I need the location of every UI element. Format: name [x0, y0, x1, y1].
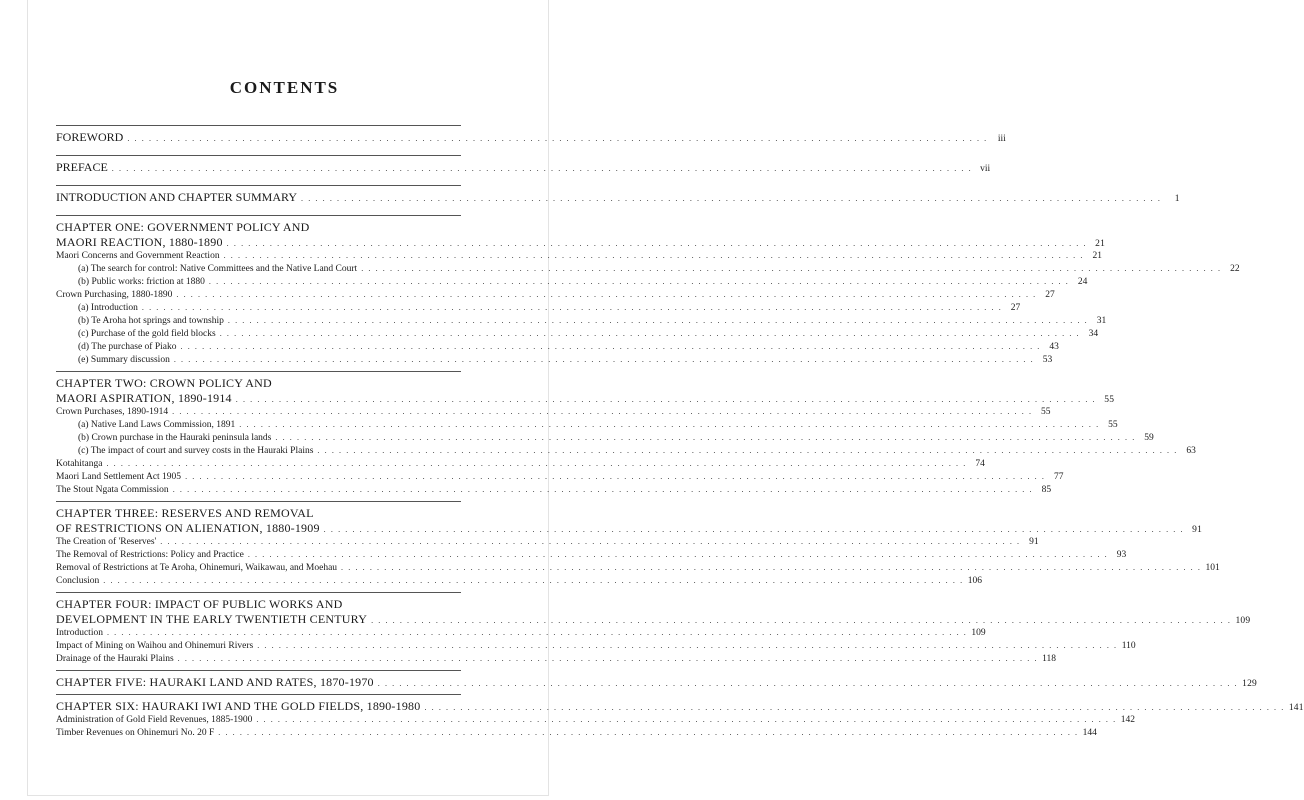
toc-section	[56, 251, 1102, 264]
toc-section-title: Crown Purchases, 1890-1914	[56, 407, 169, 417]
toc-section	[56, 563, 1220, 576]
toc-section	[56, 459, 985, 472]
toc-subsection	[56, 264, 1240, 277]
toc-section-title: Drainage of the Hauraki Plains	[56, 654, 174, 664]
dot-leader: . . . . . . . . . . . . . . . . . . . . . . . . . . . . . . . . . . . . . . . . . . . . . . . . . . . . . . . . . . . . . . . . . . . . . . . . . . . . . . . . . . . . . . . . . . . . . . . . . . . . . . . . . . . . . . . . . . . . . . . .	[361, 264, 1222, 273]
toc-section-page: 74	[975, 459, 985, 469]
toc-section-title: Maori Concerns and Government Reaction	[56, 251, 220, 261]
toc-front-entry	[56, 190, 1180, 212]
toc-subsection-title: (a) Native Land Laws Commission, 1891	[78, 420, 236, 430]
dot-leader: . . . . . . . . . . . . . . . . . . . . . . . . . . . . . . . . . . . . . . . . . . . . . . . . . . . . . . . . . . . . . . . . . . . . . . . . . . . . . . . . . . . . . . . . . . . . . . . . . . . . . . . . . . . . . . . . . . . . . . . .	[176, 290, 1037, 299]
toc-section-title: The Stout Ngata Commission	[56, 485, 169, 495]
chapter-heading-title: CHAPTER THREE: RESERVES AND REMOVAL	[56, 506, 314, 520]
toc-front-entry	[56, 160, 991, 182]
toc-section-title: Conclusion	[56, 576, 100, 586]
toc-section-title: Maori Land Settlement Act 1905	[56, 472, 182, 482]
toc-section-title: Introduction	[56, 628, 103, 638]
toc-section-page: 142	[1120, 715, 1135, 725]
toc-front-entry-title: FOREWORD	[56, 130, 124, 144]
toc-subsection-title: (b) Te Aroha hot springs and township	[78, 316, 224, 326]
toc-section-page: 55	[1041, 407, 1051, 417]
dot-leader: . . . . . . . . . . . . . . . . . . . . . . . . . . . . . . . . . . . . . . . . . . . . . . . . . . . . . . . . . . . . . . . . . . . . . . . . . . . . . . . . . . . . . . . . . . . . . . . . . . . . . . . . . . . . . . . . . . . . . . . .	[226, 239, 1088, 248]
chapter-heading-line2-title: MAORI ASPIRATION, 1890-1914	[56, 391, 232, 405]
chapter-heading-line2-title: DEVELOPMENT IN THE EARLY TWENTIETH CENTURY	[56, 612, 368, 626]
section-divider	[56, 670, 461, 671]
chapter-heading-title: CHAPTER FIVE: HAURAKI LAND AND RATES, 1870-1970	[56, 675, 374, 689]
dot-leader: . . . . . . . . . . . . . . . . . . . . . . . . . . . . . . . . . . . . . . . . . . . . . . . . . . . . . . . . . . . . . . . . . . . . . . . . . . . . . . . . . . . . . . . . . . . . . . . . . . . . . . . . . . . . . . . . . . . . . . . .	[177, 654, 1039, 663]
toc-subsection-title: (a) The search for control: Native Committees and the Native Land Court	[78, 264, 358, 274]
dot-leader: . . . . . . . . . . . . . . . . . . . . . . . . . . . . . . . . . . . . . . . . . . . . . . . . . . . . . . . . . . . . . . . . . . . . . . . . . . . . . . . . . . . . . . . . . . . . . . . . . . . . . . . . . . . . . . . . . . . . . . . .	[180, 342, 1041, 351]
section-divider	[56, 371, 461, 372]
dot-leader: . . . . . . . . . . . . . . . . . . . . . . . . . . . . . . . . . . . . . . . . . . . . . . . . . . . . . . . . . . . . . . . . . . . . . . . . . . . . . . . . . . . . . . . . . . . . . . . . . . . . . . . . . . . . . . . . . . . . . . . .	[173, 355, 1035, 364]
toc-subsection	[56, 355, 1053, 368]
toc-section-title: Timber Revenues on Ohinemuri No. 20 F	[56, 728, 215, 738]
dot-leader: . . . . . . . . . . . . . . . . . . . . . . . . . . . . . . . . . . . . . . . . . . . . . . . . . . . . . . . . . . . . . . . . . . . . . . . . . . . . . . . . . . . . . . . . . . . . . . . . . . . . . . . . . . . . . . . . . . . . . . . .	[257, 641, 1118, 650]
dot-leader: . . . . . . . . . . . . . . . . . . . . . . . . . . . . . . . . . . . . . . . . . . . . . . . . . . . . . . . . . . . . . . . . . . . . . . . . . . . . . . . . . . . . . . . . . . . . . . . . . . . . . . . . . . . . . . . . . . . . . . . .	[247, 550, 1109, 559]
section-divider	[56, 185, 461, 186]
dot-leader: . . . . . . . . . . . . . . . . . . . . . . . . . . . . . . . . . . . . . . . . . . . . . . . . . . . . . . . . . . . . . . . . . . . . . . . . . . . . . . . . . . . . . . . . . . . . . . . . . . . . . . . . . . . . . . . . . . . . . . . .	[424, 703, 1285, 712]
dot-leader: . . . . . . . . . . . . . . . . . . . . . . . . . . . . . . . . . . . . . . . . . . . . . . . . . . . . . . . . . . . . . . . . . . . . . . . . . . . . . . . . . . . . . . . . . . . . . . . . . . . . . . . . . . . . . . . . . . . . . . . .	[235, 395, 1097, 404]
toc-section-page: 101	[1205, 563, 1220, 573]
toc-section-title: Impact of Mining on Waihou and Ohinemuri Rivers	[56, 641, 254, 651]
toc-section-title: The Creation of 'Reserves'	[56, 537, 157, 547]
chapter-heading-line2	[56, 391, 1115, 407]
toc-subsection	[56, 420, 1118, 433]
toc-section	[56, 485, 1052, 498]
chapter-heading-title: CHAPTER FOUR: IMPACT OF PUBLIC WORKS AND	[56, 597, 343, 611]
chapter-heading-line2-title: OF RESTRICTIONS ON ALIENATION, 1880-1909	[56, 521, 320, 535]
toc-section-page: 21	[1092, 251, 1102, 261]
toc-subsection-title: (c) Purchase of the gold field blocks	[78, 329, 216, 339]
toc-section	[56, 407, 1051, 420]
toc-subsection-page: 59	[1144, 433, 1154, 443]
toc-front-entry-page: iii	[997, 134, 1006, 144]
dot-leader: . . . . . . . . . . . . . . . . . . . . . . . . . . . . . . . . . . . . . . . . . . . . . . . . . . . . . . . . . . . . . . . . . . . . . . . . . . . . . . . . . . . . . . . . . . . . . . . . . . . . . . . . . . . . . . . . . . . . . . . .	[223, 251, 1084, 260]
dot-leader: . . . . . . . . . . . . . . . . . . . . . . . . . . . . . . . . . . . . . . . . . . . . . . . . . . . . . . . . . . . . . . . . . . . . . . . . . . . . . . . . . . . . . . . . . . . . . . . . . . . . . . . . . . . . . . . . . . . . . . . .	[371, 616, 1232, 625]
toc-front-entry-title: PREFACE	[56, 160, 108, 174]
dot-leader: . . . . . . . . . . . . . . . . . . . . . . . . . . . . . . . . . . . . . . . . . . . . . . . . . . . . . . . . . . . . . . . . . . . . . . . . . . . . . . . . . . . . . . . . . . . . . . . . . . . . . . . . . . . . . . . . . . . . . . . .	[106, 459, 967, 468]
toc-section	[56, 550, 1127, 563]
toc-subsection-page: 24	[1077, 277, 1088, 287]
toc-subsection	[56, 446, 1196, 459]
chapter-heading-line2	[56, 235, 1106, 251]
dot-leader: . . . . . . . . . . . . . . . . . . . . . . . . . . . . . . . . . . . . . . . . . . . . . . . . . . . . . . . . . . . . . . . . . . . . . . . . . . . . . . . . . . . . . . . . . . . . . . . . . . . . . . . . . . . . . . . . . . . . . . . .	[301, 194, 1162, 203]
dot-leader: . . . . . . . . . . . . . . . . . . . . . . . . . . . . . . . . . . . . . . . . . . . . . . . . . . . . . . . . . . . . . . . . . . . . . . . . . . . . . . . . . . . . . . . . . . . . . . . . . . . . . . . . . . . . . . . . . . . . . . . .	[377, 679, 1239, 688]
chapter-heading-line2-page: 21	[1095, 239, 1106, 249]
toc-subsection-page: 22	[1230, 264, 1240, 274]
chapter-heading-page: 141	[1288, 703, 1304, 713]
toc-subsection	[56, 342, 1059, 355]
section-divider	[56, 215, 461, 216]
toc-front-entry	[56, 130, 1006, 152]
section-divider	[56, 694, 461, 695]
toc-section	[56, 537, 1039, 550]
toc-section-title: Removal of Restrictions at Te Aroha, Ohinemuri, Waikawau, and Moehau	[56, 563, 338, 573]
toc-section-title: Crown Purchasing, 1880-1890	[56, 290, 173, 300]
chapter-heading	[56, 506, 461, 521]
toc-subsection-page: 63	[1186, 446, 1196, 456]
dot-leader: . . . . . . . . . . . . . . . . . . . . . . . . . . . . . . . . . . . . . . . . . . . . . . . . . . . . . . . . . . . . . . . . . . . . . . . . . . . . . . . . . . . . . . . . . . . . . . . . . . . . . . . . . . . . . . . . . . . . . . . .	[227, 316, 1089, 325]
dot-leader: . . . . . . . . . . . . . . . . . . . . . . . . . . . . . . . . . . . . . . . . . . . . . . . . . . . . . . . . . . . . . . . . . . . . . . . . . . . . . . . . . . . . . . . . . . . . . . . . . . . . . . . . . . . . . . . . . . . . . . . .	[208, 277, 1070, 286]
toc-subsection	[56, 433, 1154, 446]
chapter-heading-title: CHAPTER SIX: HAURAKI IWI AND THE GOLD FIELDS, 1890-1980	[56, 699, 421, 713]
chapter-heading	[56, 699, 1304, 715]
toc-subsection-title: (b) Public works: friction at 1880	[78, 277, 205, 287]
toc-front-entry-title: INTRODUCTION AND CHAPTER SUMMARY	[56, 190, 298, 204]
toc-subsection-page: 34	[1088, 329, 1099, 339]
chapter-heading	[56, 220, 461, 235]
toc-section-page: 106	[967, 576, 982, 586]
toc-section-page: 93	[1116, 550, 1127, 560]
toc-section-page: 109	[971, 628, 986, 638]
toc-subsection	[56, 277, 1088, 290]
toc-section	[56, 641, 1136, 654]
chapter-heading-title: CHAPTER ONE: GOVERNMENT POLICY AND	[56, 220, 310, 234]
chapter-heading	[56, 597, 461, 612]
toc-subsection-title: (a) Introduction	[78, 303, 138, 313]
toc-section-page: 27	[1045, 290, 1055, 300]
toc-section	[56, 290, 1055, 303]
chapter-heading-title: CHAPTER TWO: CROWN POLICY AND	[56, 376, 272, 390]
chapter-heading-line2-page: 55	[1104, 395, 1115, 405]
dot-leader: . . . . . . . . . . . . . . . . . . . . . . . . . . . . . . . . . . . . . . . . . . . . . . . . . . . . . . . . . . . . . . . . . . . . . . . . . . . . . . . . . . . . . . . . . . . . . . . . . . . . . . . . . . . . . . . . . . . . . . . .	[172, 407, 1033, 416]
dot-leader: . . . . . . . . . . . . . . . . . . . . . . . . . . . . . . . . . . . . . . . . . . . . . . . . . . . . . . . . . . . . . . . . . . . . . . . . . . . . . . . . . . . . . . . . . . . . . . . . . . . . . . . . . . . . . . . . . . . . . . . .	[160, 537, 1021, 546]
dot-leader: . . . . . . . . . . . . . . . . . . . . . . . . . . . . . . . . . . . . . . . . . . . . . . . . . . . . . . . . . . . . . . . . . . . . . . . . . . . . . . . . . . . . . . . . . . . . . . . . . . . . . . . . . . . . . . . . . . . . . . . .	[256, 715, 1117, 724]
dot-leader: . . . . . . . . . . . . . . . . . . . . . . . . . . . . . . . . . . . . . . . . . . . . . . . . . . . . . . . . . . . . . . . . . . . . . . . . . . . . . . . . . . . . . . . . . . . . . . . . . . . . . . . . . . . . . . . . . . . . . . . .	[219, 329, 1081, 338]
toc-section	[56, 715, 1135, 728]
toc-subsection-page: 53	[1042, 355, 1053, 365]
toc-section	[56, 628, 986, 641]
toc-section-page: 144	[1082, 728, 1097, 738]
toc-section	[56, 472, 1064, 485]
dot-leader: . . . . . . . . . . . . . . . . . . . . . . . . . . . . . . . . . . . . . . . . . . . . . . . . . . . . . . . . . . . . . . . . . . . . . . . . . . . . . . . . . . . . . . . . . . . . . . . . . . . . . . . . . . . . . . . . . . . . . . . .	[275, 433, 1136, 442]
chapter-heading	[56, 675, 1258, 691]
toc-section-title: Kotahitanga	[56, 459, 103, 469]
section-divider	[56, 125, 461, 126]
toc-section-page: 77	[1053, 472, 1064, 482]
toc-section-page: 91	[1029, 537, 1039, 547]
toc-subsection-page: 27	[1010, 303, 1021, 313]
toc-subsection-page: 55	[1108, 420, 1118, 430]
section-divider	[56, 501, 461, 502]
chapter-heading	[56, 376, 461, 391]
toc-section	[56, 728, 1097, 741]
toc-front-entry-page: vii	[980, 164, 991, 174]
chapter-heading-line2-title: MAORI REACTION, 1880-1890	[56, 235, 223, 249]
dot-leader: . . . . . . . . . . . . . . . . . . . . . . . . . . . . . . . . . . . . . . . . . . . . . . . . . . . . . . . . . . . . . . . . . . . . . . . . . . . . . . . . . . . . . . . . . . . . . . . . . . . . . . . . . . . . . . . . . . . . . . . .	[106, 628, 968, 637]
toc-subsection-page: 31	[1096, 316, 1107, 326]
toc-section	[56, 576, 982, 589]
dot-leader: . . . . . . . . . . . . . . . . . . . . . . . . . . . . . . . . . . . . . . . . . . . . . . . . . . . . . . . . . . . . . . . . . . . . . . . . . . . . . . . . . . . . . . . . . . . . . . . . . . . . . . . . . . . . . . . . . . . . . . . .	[185, 472, 1046, 481]
dot-leader: . . . . . . . . . . . . . . . . . . . . . . . . . . . . . . . . . . . . . . . . . . . . . . . . . . . . . . . . . . . . . . . . . . . . . . . . . . . . . . . . . . . . . . . . . . . . . . . . . . . . . . . . . . . . . . . . . . . . . . . .	[323, 525, 1185, 534]
section-divider	[56, 592, 461, 593]
dot-leader: . . . . . . . . . . . . . . . . . . . . . . . . . . . . . . . . . . . . . . . . . . . . . . . . . . . . . . . . . . . . . . . . . . . . . . . . . . . . . . . . . . . . . . . . . . . . . . . . . . . . . . . . . . . . . . . . . . . . . . . .	[239, 420, 1100, 429]
toc-front-entry-page: 1	[1174, 194, 1180, 204]
dot-leader: . . . . . . . . . . . . . . . . . . . . . . . . . . . . . . . . . . . . . . . . . . . . . . . . . . . . . . . . . . . . . . . . . . . . . . . . . . . . . . . . . . . . . . . . . . . . . . . . . . . . . . . . . . . . . . . . . . . . . . . .	[103, 576, 964, 585]
toc-section-page: 118	[1042, 654, 1057, 664]
section-divider	[56, 155, 461, 156]
dot-leader: . . . . . . . . . . . . . . . . . . . . . . . . . . . . . . . . . . . . . . . . . . . . . . . . . . . . . . . . . . . . . . . . . . . . . . . . . . . . . . . . . . . . . . . . . . . . . . . . . . . . . . . . . . . . . . . . . . . . . . . .	[127, 134, 988, 143]
toc-subsection-title: (e) Summary discussion	[78, 355, 170, 365]
toc-subsection-page: 43	[1049, 342, 1059, 352]
chapter-heading-line2-page: 109	[1235, 616, 1251, 626]
toc-section-page: 110	[1121, 641, 1136, 651]
dot-leader: . . . . . . . . . . . . . . . . . . . . . . . . . . . . . . . . . . . . . . . . . . . . . . . . . . . . . . . . . . . . . . . . . . . . . . . . . . . . . . . . . . . . . . . . . . . . . . . . . . . . . . . . . . . . . . . . . . . . . . . .	[218, 728, 1079, 737]
toc-section-title: Administration of Gold Field Revenues, 1885-1900	[56, 715, 253, 725]
toc-subsection-title: (d) The purchase of Piako	[78, 342, 177, 352]
chapter-heading-line2	[56, 612, 1251, 628]
table-of-contents	[56, 122, 1304, 741]
dot-leader: . . . . . . . . . . . . . . . . . . . . . . . . . . . . . . . . . . . . . . . . . . . . . . . . . . . . . . . . . . . . . . . . . . . . . . . . . . . . . . . . . . . . . . . . . . . . . . . . . . . . . . . . . . . . . . . . . . . . . . . .	[111, 164, 973, 173]
toc-subsection-title: (b) Crown purchase in the Hauraki peninsula lands	[78, 433, 272, 443]
toc-subsection-title: (c) The impact of court and survey costs in the Hauraki Plains	[78, 446, 314, 456]
toc-section	[56, 654, 1057, 667]
toc-subsection	[56, 329, 1099, 342]
toc-subsection	[56, 316, 1107, 329]
dot-leader: . . . . . . . . . . . . . . . . . . . . . . . . . . . . . . . . . . . . . . . . . . . . . . . . . . . . . . . . . . . . . . . . . . . . . . . . . . . . . . . . . . . . . . . . . . . . . . . . . . . . . . . . . . . . . . . . . . . . . . . .	[317, 446, 1178, 455]
toc-subsection	[56, 303, 1021, 316]
dot-leader: . . . . . . . . . . . . . . . . . . . . . . . . . . . . . . . . . . . . . . . . . . . . . . . . . . . . . . . . . . . . . . . . . . . . . . . . . . . . . . . . . . . . . . . . . . . . . . . . . . . . . . . . . . . . . . . . . . . . . . . .	[341, 563, 1202, 572]
toc-section-title: The Removal of Restrictions: Policy and Practice	[56, 550, 244, 560]
toc-section-page: 85	[1041, 485, 1052, 495]
page-title: CONTENTS	[229, 78, 340, 97]
chapter-heading-page: 129	[1242, 679, 1258, 689]
chapter-heading-line2	[56, 521, 1203, 537]
dot-leader: . . . . . . . . . . . . . . . . . . . . . . . . . . . . . . . . . . . . . . . . . . . . . . . . . . . . . . . . . . . . . . . . . . . . . . . . . . . . . . . . . . . . . . . . . . . . . . . . . . . . . . . . . . . . . . . . . . . . . . . .	[172, 485, 1034, 494]
chapter-heading-line2-page: 91	[1192, 525, 1203, 535]
dot-leader: . . . . . . . . . . . . . . . . . . . . . . . . . . . . . . . . . . . . . . . . . . . . . . . . . . . . . . . . . . . . . . . . . . . . . . . . . . . . . . . . . . . . . . . . . . . . . . . . . . . . . . . . . . . . . . . . . . . . . . . .	[141, 303, 1003, 312]
